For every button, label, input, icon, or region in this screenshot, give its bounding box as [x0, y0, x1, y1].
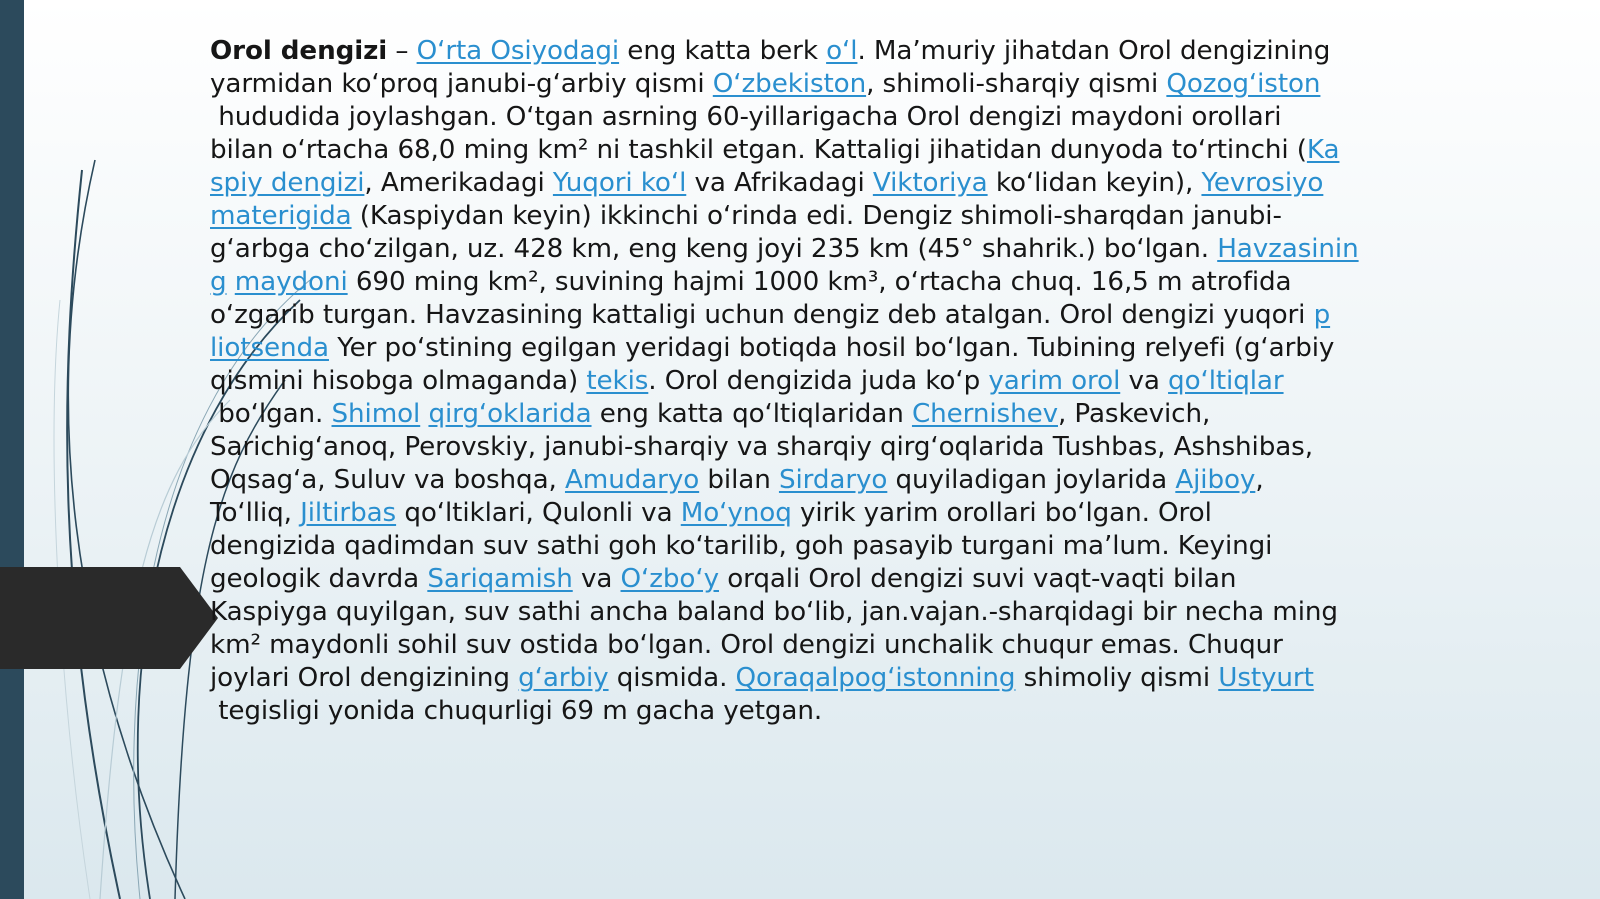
wiki-link[interactable]: Sirdaryo: [778, 465, 888, 495]
wiki-link[interactable]: Qoraqalpog‘istonning: [735, 663, 1016, 693]
text-segment: Yer po‘stining egilgan yeridagi botiqda hosil bo‘lgan. Tubining relyefi (g‘arbiy: [328, 333, 1335, 363]
wiki-link[interactable]: O‘zbekiston: [712, 69, 867, 99]
text-segment: o‘zgarib turgan. Havzasining kattaligi uchun dengiz deb atalgan. Orol dengizi yuqori: [210, 300, 1314, 330]
wiki-link[interactable]: O‘rta Osiyodagi: [416, 36, 620, 66]
text-segment: va Afrikadagi: [686, 168, 873, 198]
text-line: [210, 629, 1359, 662]
text-segment: geologik davrda: [210, 564, 428, 594]
text-segment: ko‘lidan keyin),: [987, 168, 1202, 198]
text-segment: , Paskevich,: [1057, 399, 1211, 429]
wiki-link[interactable]: Mo‘ynoq: [680, 498, 792, 528]
arrow-banner-shape: [0, 567, 218, 669]
text-line: [210, 464, 1359, 497]
article-text: [210, 35, 1359, 728]
text-line: [210, 497, 1359, 530]
text-line: [210, 299, 1359, 332]
wiki-link[interactable]: spiy dengizi: [210, 168, 365, 198]
text-segment: quyiladigan joylarida: [887, 465, 1176, 495]
text-segment: hududida joylashgan. O‘tgan asrning 60-yillarigacha Orol dengizi maydoni orollari: [210, 102, 1282, 132]
text-line: [210, 332, 1359, 365]
wiki-link[interactable]: p: [1313, 300, 1331, 330]
text-segment: dengizida qadimdan suv sathi goh ko‘tarilib, goh pasayib turgani ma’lum. Keyingi: [210, 531, 1273, 561]
wiki-link[interactable]: Ajiboy: [1175, 465, 1256, 495]
text-line: [210, 596, 1359, 629]
text-segment: bilan o‘rtacha 68,0 ming km² ni tashkil etgan. Kattaligi jihatidan dunyoda to‘rtinchi (: [210, 135, 1307, 165]
text-line: [210, 266, 1359, 299]
text-segment: shimoliy qismi: [1015, 663, 1219, 693]
wiki-link[interactable]: Chernishev: [911, 399, 1058, 429]
wiki-link[interactable]: Viktoriya: [872, 168, 988, 198]
wiki-link[interactable]: Havzasinin: [1217, 234, 1359, 264]
wiki-link[interactable]: materigida: [210, 201, 352, 231]
wiki-link[interactable]: g‘arbiy: [518, 663, 609, 693]
text-line: [210, 563, 1359, 596]
text-segment: [227, 267, 235, 297]
text-segment: km² maydonli sohil suv ostida bo‘lgan. Orol dengizi unchalik chuqur emas. Chuqur: [210, 630, 1283, 660]
term-title: Orol dengizi: [210, 36, 388, 66]
text-segment: joylari Orol dengizining: [210, 663, 519, 693]
wiki-link[interactable]: Qozog‘iston: [1166, 69, 1321, 99]
text-segment: , Amerikadagi: [364, 168, 553, 198]
text-segment: Oqsag‘a, Suluv va boshqa,: [210, 465, 565, 495]
wiki-link[interactable]: o‘l: [826, 36, 858, 66]
wiki-link[interactable]: Ka: [1306, 135, 1340, 165]
wiki-link[interactable]: O‘zbo‘y: [620, 564, 719, 594]
wiki-link[interactable]: Amudaryo: [564, 465, 700, 495]
wiki-link[interactable]: tekis: [586, 366, 649, 396]
text-segment: –: [387, 36, 417, 66]
text-line: [210, 695, 1359, 728]
wiki-link[interactable]: Yevrosiyo: [1201, 168, 1324, 198]
text-line: [210, 200, 1359, 233]
text-segment: qismini hisobga olmaganda): [210, 366, 587, 396]
wiki-link[interactable]: Ustyurt: [1218, 663, 1314, 693]
text-segment: va: [572, 564, 621, 594]
text-segment: . Ma’muriy jihatdan Orol dengizining: [857, 36, 1331, 66]
text-line: [210, 398, 1359, 431]
wiki-link[interactable]: yarim orol: [988, 366, 1121, 396]
text-line: [210, 101, 1359, 134]
text-segment: yirik yarim orollari bo‘lgan. Orol: [791, 498, 1212, 528]
text-segment: bilan: [699, 465, 779, 495]
text-line: [210, 167, 1359, 200]
wiki-link[interactable]: Yuqori ko‘l: [552, 168, 687, 198]
text-segment: g‘arbga cho‘zilgan, uz. 428 km, eng keng joyi 235 km (45° shahrik.) bo‘lgan.: [210, 234, 1218, 264]
text-line: [210, 662, 1359, 695]
text-segment: eng katta berk: [619, 36, 827, 66]
text-segment: Sarichig‘anoq, Perovskiy, janubi-sharqiy va sharqiy qirg‘oqlarida Tushbas, Ashshibas,: [210, 432, 1313, 462]
text-segment: ,: [1255, 465, 1264, 495]
text-line: [210, 530, 1359, 563]
text-segment: To‘lliq,: [210, 498, 301, 528]
text-segment: (Kaspiydan keyin) ikkinchi o‘rinda edi. Dengiz shimoli-sharqdan janubi-: [351, 201, 1282, 231]
text-segment: 690 ming km², suvining hajmi 1000 km³, o‘rtacha chuq. 16,5 m atrofida: [347, 267, 1292, 297]
text-segment: . Orol dengizida juda ko‘p: [648, 366, 989, 396]
text-line: [210, 134, 1359, 167]
wiki-link[interactable]: qirg‘oklarida: [428, 399, 592, 429]
wiki-link[interactable]: Shimol: [331, 399, 421, 429]
text-segment: qo‘ltiklari, Qulonli va: [396, 498, 681, 528]
text-segment: tegisligi yonida chuqurligi 69 m gacha yetgan.: [210, 696, 823, 726]
text-segment: va: [1120, 366, 1169, 396]
text-line: [210, 365, 1359, 398]
text-segment: bo‘lgan.: [210, 399, 332, 429]
text-segment: qismida.: [608, 663, 736, 693]
text-segment: orqali Orol dengizi suvi vaqt-vaqti bilan: [718, 564, 1237, 594]
wiki-link[interactable]: Jiltirbas: [300, 498, 397, 528]
wiki-link[interactable]: Sariqamish: [427, 564, 573, 594]
text-segment: yarmidan ko‘proq janubi-g‘arbiy qismi: [210, 69, 713, 99]
text-line: [210, 431, 1359, 464]
text-segment: eng katta qo‘ltiqlaridan: [591, 399, 912, 429]
text-line: [210, 233, 1359, 266]
wiki-link[interactable]: qo‘ltiqlar: [1168, 366, 1284, 396]
wiki-link[interactable]: g: [210, 267, 227, 297]
text-line: [210, 68, 1359, 101]
text-line: [210, 35, 1359, 68]
wiki-link[interactable]: liotsenda: [210, 333, 329, 363]
text-segment: , shimoli-sharqiy qismi: [866, 69, 1167, 99]
text-segment: Kaspiyga quyilgan, suv sathi ancha baland bo‘lib, jan.vajan.-sharqidagi bir necha ming: [210, 597, 1338, 627]
wiki-link[interactable]: maydoni: [234, 267, 348, 297]
